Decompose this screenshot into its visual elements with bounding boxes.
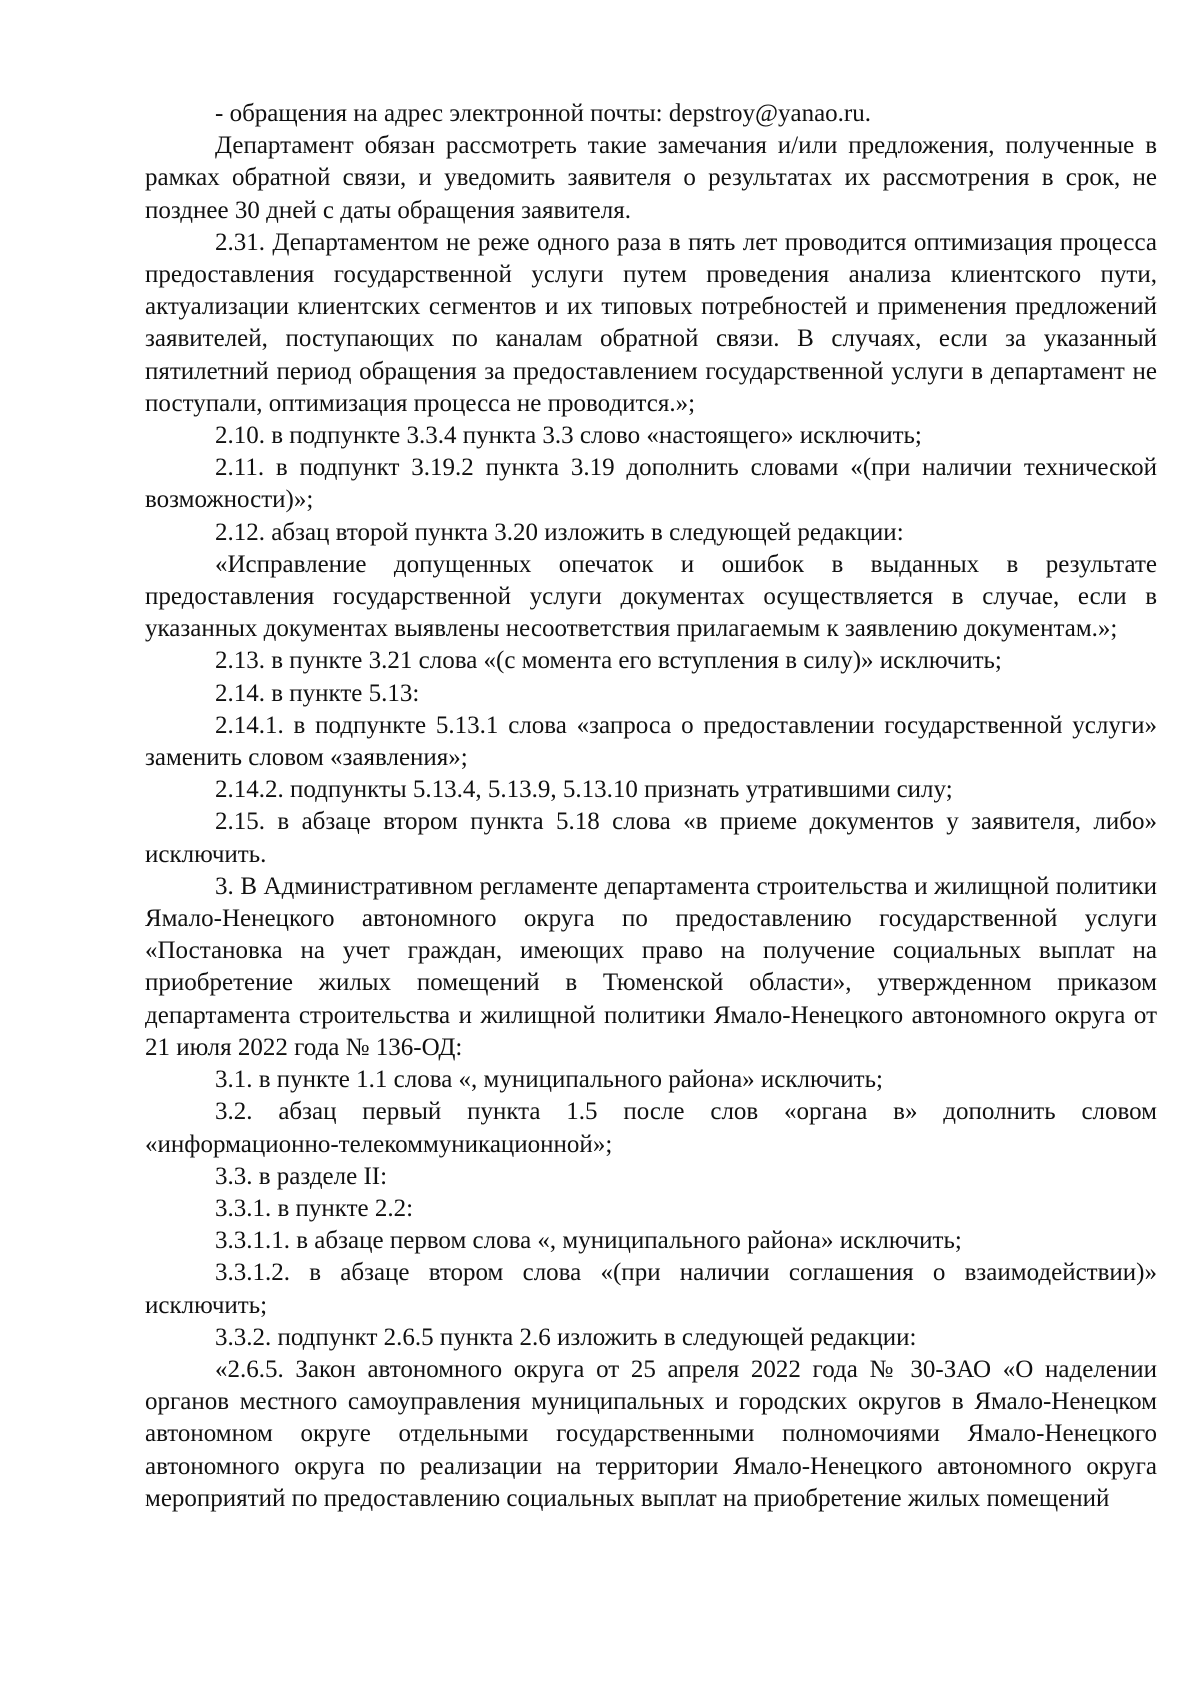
paragraph: 3. В Административном регламенте департамента строительства и жилищной политики Ямало-Ненецкого автономного округа по предоставлению государственной услуги «Постановка на учет граждан, имеющих право на получение социальных выплат на приобретение жилых помещений в Тюменской области», утвержденном приказом департамента строительства и жилищной политики Ямало-Ненецкого автономного округа от 21 июля 2022 года № 136-ОД: bbox=[145, 872, 1157, 1061]
paragraph: 2.10. в подпункте 3.3.4 пункта 3.3 слово «настоящего» исключить; bbox=[215, 422, 922, 450]
paragraph: «Исправление допущенных опечаток и ошибок в выданных в результате предоставления государственной услуги документах осуществляется в случае, если в указанных документах выявлены несоответствия прилагаемым к заявлению документам.»; bbox=[145, 550, 1157, 643]
paragraph: 3.3.1.2. в абзаце втором слова «(при наличии соглашения о взаимодействии)» исключить; bbox=[145, 1259, 1157, 1319]
paragraph: 2.31. Департаментом не реже одного раза в пять лет проводится оптимизация процесса предоставления государственной услуги путем проведения анализа клиентского пути, актуализации клиентских сегментов и их типовых потребностей и применения предложений заявителей, поступающих по каналам обратной связи. В случаях, если за указанный пятилетний период обращения за предоставлением государственной услуги в департамент не поступали, оптимизация процесса не проводится.»; bbox=[145, 228, 1157, 417]
paragraph: - обращения на адрес электронной почты: depstroy@yanao.ru. bbox=[215, 100, 871, 127]
paragraph: 2.14. в пункте 5.13: bbox=[215, 679, 420, 707]
paragraph: 3.2. абзац первый пункта 1.5 после слов «органа в» дополнить словом «информационно-телекоммуникационной»; bbox=[145, 1098, 1157, 1158]
paragraph: 2.14.2. подпункты 5.13.4, 5.13.9, 5.13.10 признать утратившими силу; bbox=[215, 776, 953, 804]
paragraph: 3.3.1. в пункте 2.2: bbox=[215, 1194, 414, 1222]
paragraph: 2.15. в абзаце втором пункта 5.18 слова «в приеме документов у заявителя, либо» исключить. bbox=[145, 808, 1157, 868]
paragraph: 3.3.1.1. в абзаце первом слова «, муниципального района» исключить; bbox=[215, 1227, 962, 1255]
paragraph: 2.11. в подпункт 3.19.2 пункта 3.19 дополнить словами «(при наличии технической возможности)»; bbox=[145, 454, 1157, 514]
paragraph: Департамент обязан рассмотреть такие замечания и/или предложения, полученные в рамках обратной связи, и уведомить заявителя о результатах их рассмотрения в срок, не позднее 30 дней с даты обращения заявителя. bbox=[145, 132, 1157, 224]
paragraph: 3.3.2. подпункт 2.6.5 пункта 2.6 изложить в следующей редакции: bbox=[215, 1323, 917, 1351]
paragraph: «2.6.5. Закон автономного округа от 25 апреля 2022 года № 30-ЗАО «О наделении органов местного самоуправления муниципальных и городских округов в Ямало-Ненецком автономном округе отдельными государственными полномочиями Ямало-Ненецкого автономного округа по реализации на территории Ямало-Ненецкого автономного округа мероприятий по предоставлению социальных выплат на приобретение жилых помещений bbox=[145, 1355, 1157, 1512]
document-page bbox=[145, 98, 1157, 1515]
paragraph: 3.3. в разделе II: bbox=[215, 1162, 388, 1190]
paragraph: 3.1. в пункте 1.1 слова «, муниципального района» исключить; bbox=[215, 1066, 883, 1094]
paragraph: 2.12. абзац второй пункта 3.20 изложить в следующей редакции: bbox=[215, 518, 904, 546]
paragraph: 2.13. в пункте 3.21 слова «(с момента его вступления в силу)» исключить; bbox=[215, 647, 1002, 675]
paragraph: 2.14.1. в подпункте 5.13.1 слова «запроса о предоставлении государственной услуги» заменить словом «заявления»; bbox=[145, 711, 1157, 772]
